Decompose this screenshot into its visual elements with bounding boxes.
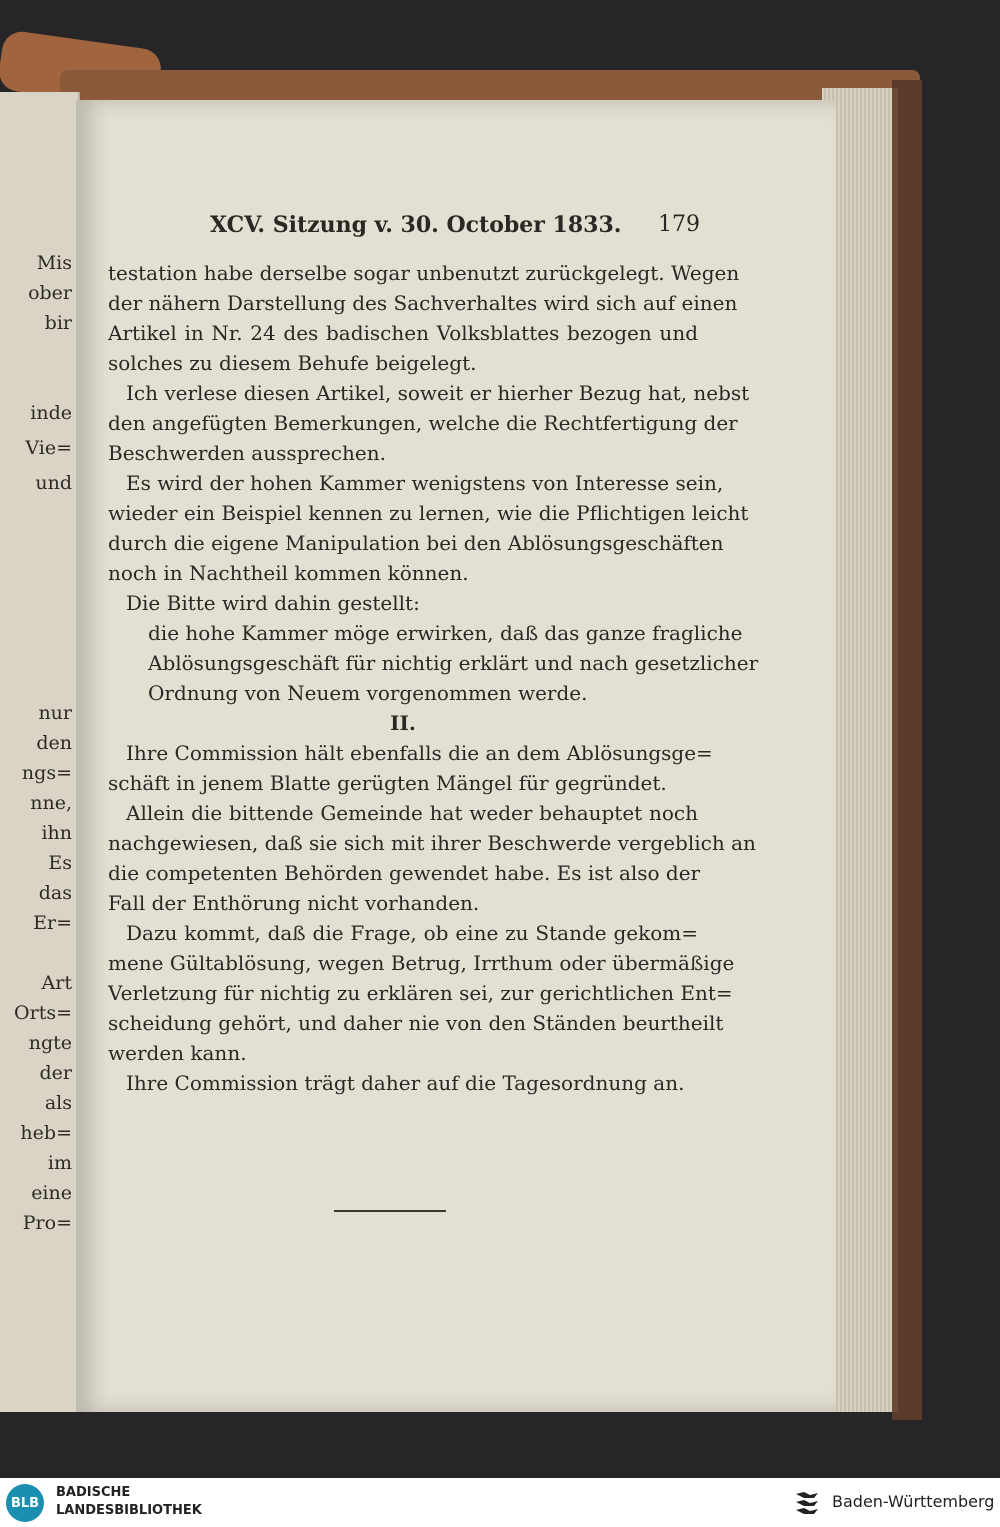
left-fragment: der: [39, 1062, 72, 1084]
text-line: die hohe Kammer möge erwirken, daß das ganze fragliche: [148, 621, 743, 645]
library-name[interactable]: [56, 1484, 202, 1520]
left-fragment: heb=: [20, 1122, 72, 1144]
left-fragment: den: [36, 732, 72, 754]
library-name-line1: BADISCHE: [56, 1485, 131, 1500]
left-fragment: Es: [48, 852, 72, 874]
text-line: werden kann.: [108, 1041, 247, 1065]
left-fragment: Vie=: [25, 437, 72, 459]
text-line: noch in Nachtheil kommen können.: [108, 561, 469, 585]
left-fragment: und: [35, 472, 72, 494]
text-line: schäft in jenem Blatte gerügten Mängel für gegründet.: [108, 771, 667, 795]
text-line: durch die eigene Manipulation bei den Ablösungsgeschäften: [108, 531, 724, 555]
text-line: testation habe derselbe sogar unbenutzt zurückgelegt. Wegen: [108, 261, 740, 285]
library-name-line2: LANDESBIBLIOTHEK: [56, 1503, 202, 1518]
text-line: Artikel in Nr. 24 des badischen Volksblattes bezogen und: [108, 321, 698, 345]
text-line: den angefügten Bemerkungen, welche die Rechtfertigung der: [108, 411, 738, 435]
end-rule: [334, 1210, 446, 1212]
left-page: [0, 92, 80, 1412]
text-line: die competenten Behörden gewendet habe. Es ist also der: [108, 861, 701, 885]
left-fragment: ober: [28, 282, 72, 304]
left-fragment: Art: [41, 972, 72, 994]
text-line: wieder ein Beispiel kennen zu lernen, wie die Pflichtigen leicht: [108, 501, 749, 525]
left-fragment: das: [38, 882, 72, 904]
left-fragment: bir: [44, 312, 72, 334]
left-fragment: als: [44, 1092, 72, 1114]
text-line: scheidung gehört, und daher nie von den Ständen beurtheilt: [108, 1011, 724, 1035]
left-fragment: nur: [38, 702, 72, 724]
text-line: Ablösungsgeschäft für nichtig erklärt und nach gesetzlicher: [148, 651, 759, 675]
body-text: [108, 258, 759, 1098]
page-number: 179: [658, 212, 700, 237]
left-fragment: Mis: [36, 252, 72, 274]
state-name[interactable]: Baden-Württemberg: [832, 1492, 995, 1511]
text-line: der nähern Darstellung des Sachverhaltes wird sich auf einen: [108, 291, 738, 315]
text-line: mene Gültablösung, wegen Betrug, Irrthum oder übermäßige: [108, 951, 735, 975]
left-fragment: nne,: [30, 792, 72, 814]
text-line: Ihre Commission hält ebenfalls die an dem Ablösungsge=: [126, 741, 713, 765]
left-fragment: inde: [30, 402, 72, 424]
left-fragment: Pro=: [22, 1212, 72, 1234]
left-fragment: ngte: [28, 1032, 72, 1054]
text-line: Die Bitte wird dahin gestellt:: [126, 591, 420, 615]
text-line: Es wird der hohen Kammer wenigstens von Interesse sein,: [126, 471, 724, 495]
footer-bar: [0, 1478, 1000, 1527]
section-heading: II.: [390, 711, 416, 735]
text-line: nachgewiesen, daß sie sich mit ihrer Beschwerde vergeblich an: [108, 831, 756, 855]
left-fragment: ihn: [41, 822, 72, 844]
left-fragment: eine: [31, 1182, 72, 1204]
text-line: Verletzung für nichtig zu erklären sei, zur gerichtlichen Ent=: [108, 981, 733, 1005]
text-line: Ihre Commission trägt daher auf die Tagesordnung an.: [126, 1071, 685, 1095]
text-line: Fall der Enthörung nicht vorhanden.: [108, 891, 480, 915]
text-line: Ordnung von Neuem vorgenommen werde.: [148, 681, 588, 705]
left-fragment: im: [47, 1152, 72, 1174]
header-title: XCV. Sitzung v. 30. October 1833.: [210, 212, 622, 238]
blb-logo[interactable]: BLB: [6, 1484, 44, 1522]
left-fragment: Er=: [33, 912, 72, 934]
left-fragment: Orts=: [14, 1002, 72, 1024]
text-line: Beschwerden aussprechen.: [108, 441, 386, 465]
left-fragment: ngs=: [21, 762, 72, 784]
text-line: Ich verlese diesen Artikel, soweit er hierher Bezug hat, nebst: [126, 381, 750, 405]
text-line: Dazu kommt, daß die Frage, ob eine zu Stande gekom=: [126, 921, 698, 945]
text-line: solches zu diesem Behufe beigelegt.: [108, 351, 477, 375]
text-line: Allein die bittende Gemeinde hat weder behauptet noch: [126, 801, 698, 825]
lions-emblem-icon: [792, 1488, 822, 1518]
running-header: [210, 212, 700, 246]
